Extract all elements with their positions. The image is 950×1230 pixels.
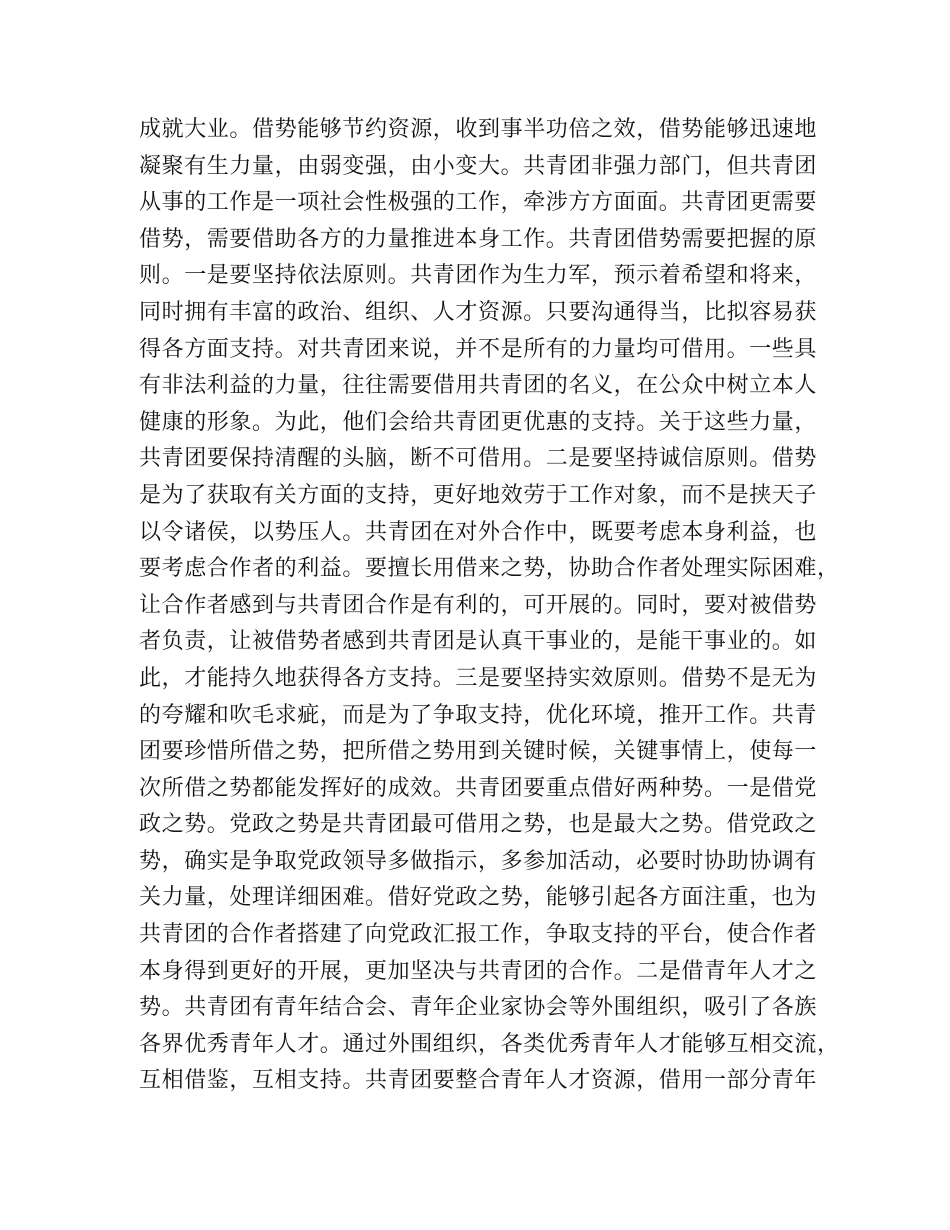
text-line: 健康的形象。为此，他们会给共青团更优惠的支持。关于这些力量，	[139, 409, 818, 435]
text-line: 同时拥有丰富的政治、组织、人才资源。只要沟通得当，比拟容易获	[139, 299, 818, 325]
text-line: 次所借之势都能发挥好的成效。共青团要重点借好两种势。一是借党	[139, 775, 818, 801]
text-line: 让合作者感到与共青团合作是有利的，可开展的。同时，要对被借势	[139, 592, 818, 618]
text-line: 则。一是要坚持依法原则。共青团作为生力军，预示着希望和将来，	[139, 263, 818, 289]
text-line: 从事的工作是一项社会性极强的工作，牵涉方方面面。共青团更需要	[139, 190, 818, 216]
text-line: 以令诸侯，以势压人。共青团在对外合作中，既要考虑本身利益，也	[139, 519, 818, 545]
body-paragraph	[139, 112, 839, 1100]
text-line: 势。共青团有青年结合会、青年企业家协会等外围组织，吸引了各族	[139, 995, 818, 1021]
text-line: 本身得到更好的开展，更加坚决与共青团的合作。二是借青年人才之	[139, 958, 818, 984]
text-line: 团要珍惜所借之势，把所借之势用到关键时候，关键事情上，使每一	[139, 739, 818, 765]
text-line: 共青团要保持清醒的头脑，断不可借用。二是要坚持诚信原则。借势	[139, 446, 818, 472]
text-line: 有非法利益的力量，往往需要借用共青团的名义，在公众中树立本人	[139, 373, 818, 399]
text-line: 势，确实是争取党政领导多做指示，多参加活动，必要时协助协调有	[139, 848, 818, 874]
text-line: 共青团的合作者搭建了向党政汇报工作，争取支持的平台，使合作者	[139, 922, 818, 948]
text-line: 的夸耀和吹毛求疵，而是为了争取支持，优化环境，推开工作。共青	[139, 702, 818, 728]
text-line: 关力量，处理详细困难。借好党政之势，能够引起各方面注重，也为	[139, 885, 818, 911]
text-line: 各界优秀青年人才。通过外围组织，各类优秀青年人才能够互相交流，	[139, 1031, 840, 1057]
text-line: 政之势。党政之势是共青团最可借用之势，也是最大之势。借党政之	[139, 812, 818, 838]
text-line: 者负责，让被借势者感到共青团是认真干事业的，是能干事业的。如	[139, 629, 818, 655]
text-line: 要考虑合作者的利益。要擅长用借来之势，协助合作者处理实际困难，	[139, 556, 840, 582]
text-line: 凝聚有生力量，由弱变强，由小变大。共青团非强力部门，但共青团	[139, 153, 818, 179]
text-line: 是为了获取有关方面的支持，更好地效劳于工作对象，而不是挟天子	[139, 482, 818, 508]
text-line: 成就大业。借势能够节约资源，收到事半功倍之效，借势能够迅速地	[139, 117, 818, 142]
text-line: 借势，需要借助各方的力量推进本身工作。共青团借势需要把握的原	[139, 226, 818, 252]
text-line: 得各方面支持。对共青团来说，并不是所有的力量均可借用。一些具	[139, 336, 818, 362]
text-line: 互相借鉴，互相支持。共青团要整合青年人才资源，借用一部分青年	[139, 1068, 818, 1094]
text-line: 此，才能持久地获得各方支持。三是要坚持实效原则。借势不是无为	[139, 665, 818, 691]
